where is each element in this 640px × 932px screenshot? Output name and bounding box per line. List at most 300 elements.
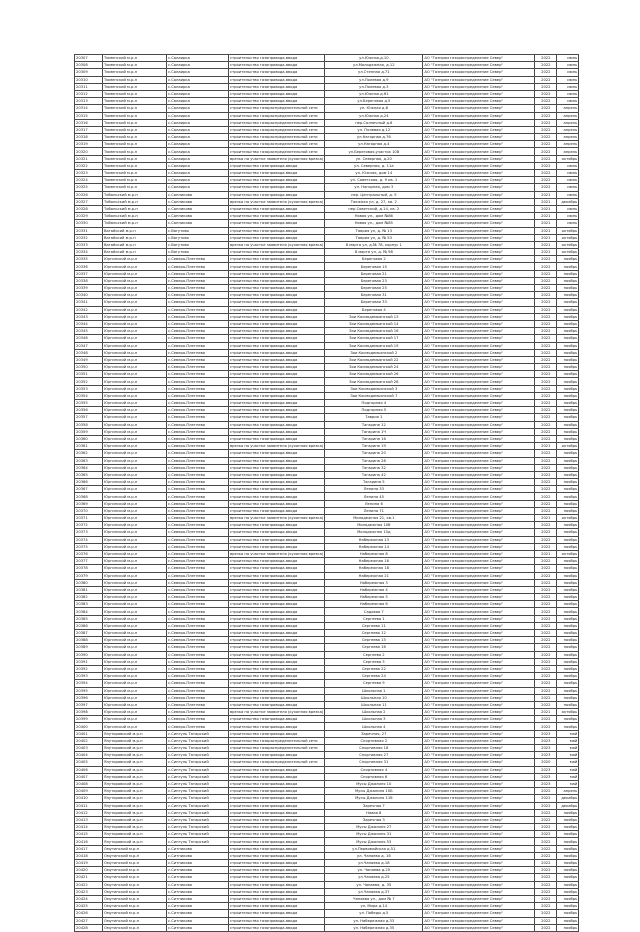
cell-row-number: 20369	[75, 500, 103, 507]
cell-address: Ленина 6	[325, 500, 423, 507]
cell-organization: АО "Газпром газораспределение Север"	[423, 673, 535, 680]
table-row	[75, 622, 579, 629]
cell-address: Сергеева 2	[325, 651, 423, 658]
cell-district: Юргинский м.р-н	[103, 471, 167, 478]
cell-month: ноябрь	[557, 507, 579, 514]
table-row	[75, 565, 579, 572]
cell-settlement: с.Сингуль Татарский	[167, 838, 229, 845]
cell-district: Юргинский м.р-н	[103, 723, 167, 730]
cell-row-number: 20311	[75, 83, 103, 90]
table-row	[75, 191, 579, 198]
cell-settlement: с.Сингуль Татарский	[167, 766, 229, 773]
cell-settlement: с.Северо-Плетнево	[167, 558, 229, 565]
cell-address: Набережная 13	[325, 536, 423, 543]
cell-row-number: 20385	[75, 615, 103, 622]
table-row	[75, 874, 579, 881]
cell-work-type: строительство газопровода-ввода	[229, 464, 325, 471]
cell-month: ноябрь	[557, 601, 579, 608]
cell-month: ноябрь	[557, 852, 579, 859]
cell-district: Ялуторовский м.р-н	[103, 788, 167, 795]
cell-row-number: 20427	[75, 917, 103, 924]
cell-work-type: строительство газопровода-ввода	[229, 328, 325, 335]
table-row	[75, 285, 579, 292]
cell-district: Юргинский м.р-н	[103, 673, 167, 680]
cell-district: Ялуторовский м.р-н	[103, 745, 167, 752]
cell-address: Зои Космодемьянской 2	[325, 349, 423, 356]
cell-row-number: 20424	[75, 895, 103, 902]
cell-year: 2022	[535, 407, 557, 414]
cell-year: 2022	[535, 637, 557, 644]
table-body	[75, 55, 579, 932]
cell-address: Таврия ул, д. № 13	[325, 227, 423, 234]
table-row	[75, 112, 579, 119]
cell-address: Зои Космодемьянской 28	[325, 378, 423, 385]
cell-row-number: 20332	[75, 234, 103, 241]
table-row	[75, 342, 579, 349]
table-row	[75, 723, 579, 730]
cell-row-number: 20336	[75, 263, 103, 270]
cell-organization: АО "Газпром газораспределение Север"	[423, 515, 535, 522]
table-row	[75, 752, 579, 759]
cell-month: октябрь	[557, 443, 579, 450]
cell-district: Юргинский м.р-н	[103, 651, 167, 658]
cell-year: 2022	[535, 860, 557, 867]
cell-address: Зои Космодемьянской 14	[325, 320, 423, 327]
table-row	[75, 263, 579, 270]
cell-work-type: строительство газопровода-ввода	[229, 55, 325, 62]
cell-address: Мусы Джалиля 27	[325, 824, 423, 831]
cell-address: Мусы Джалиля 10Б	[325, 788, 423, 795]
cell-organization: АО "Газпром газораспределение Север"	[423, 299, 535, 306]
cell-district: Тюменский м.р-н	[103, 126, 167, 133]
cell-row-number: 20313	[75, 98, 103, 105]
cell-settlement: с.Салаирка	[167, 177, 229, 184]
cell-address: Береговая 2	[325, 256, 423, 263]
cell-row-number: 20398	[75, 709, 103, 716]
cell-settlement: с.Северо-Плетнево	[167, 407, 229, 414]
cell-work-type: строительство газопровода-ввода	[229, 249, 325, 256]
cell-work-type: строительство газопровода-ввода	[229, 342, 325, 349]
table-row	[75, 515, 579, 522]
cell-work-type: строительство газопровода-ввода	[229, 471, 325, 478]
cell-year: 2022	[535, 788, 557, 795]
cell-month: ноябрь	[557, 824, 579, 831]
table-row	[75, 802, 579, 809]
cell-district: Юргинский м.р-н	[103, 277, 167, 284]
cell-settlement: с.Салаирка	[167, 112, 229, 119]
table-row	[75, 349, 579, 356]
table-row	[75, 234, 579, 241]
cell-organization: АО "Газпром газораспределение Север"	[423, 780, 535, 787]
cell-row-number: 20393	[75, 673, 103, 680]
cell-organization: АО "Газпром газораспределение Север"	[423, 191, 535, 198]
cell-settlement: с.Сингуль Татарский	[167, 780, 229, 787]
cell-work-type: строительство газопровода-ввода	[229, 457, 325, 464]
cell-month: октябрь	[557, 241, 579, 248]
cell-district: Ялуторовский м.р-н	[103, 759, 167, 766]
cell-organization: АО "Газпром газораспределение Север"	[423, 177, 535, 184]
cell-district: Юргинский м.р-н	[103, 630, 167, 637]
cell-month: апрель	[557, 126, 579, 133]
cell-settlement: с.Северо-Плетнево	[167, 479, 229, 486]
cell-organization: АО "Газпром газораспределение Север"	[423, 342, 535, 349]
cell-district: Юргинский м.р-н	[103, 385, 167, 392]
cell-month: апрель	[557, 119, 579, 126]
table-row	[75, 414, 579, 421]
cell-district: Юргинский м.р-н	[103, 550, 167, 557]
cell-district: Юргинский м.р-н	[103, 392, 167, 399]
cell-settlement: с.Салаирка	[167, 90, 229, 97]
cell-work-type: строительство газопровода-ввода	[229, 924, 325, 931]
cell-row-number: 20322	[75, 162, 103, 169]
cell-year: 2021	[535, 515, 557, 522]
cell-district: Тобольский м.р-н	[103, 220, 167, 227]
cell-work-type: строительство газопровода-ввода	[229, 364, 325, 371]
cell-address: Чапаева ул., дом № 7	[325, 895, 423, 902]
cell-settlement: с.Северо-Плетнево	[167, 586, 229, 593]
cell-work-type: врезка на участке заявителя (кухонная врезка)	[230, 516, 324, 521]
cell-row-number: 20342	[75, 306, 103, 313]
cell-district: Ялуторовский м.р-н	[103, 809, 167, 816]
cell-organization: АО "Газпром газораспределение Север"	[423, 903, 535, 910]
cell-year: 2022	[535, 673, 557, 680]
cell-organization: АО "Газпром газораспределение Север"	[423, 536, 535, 543]
cell-address: Сергеева 22	[325, 665, 423, 672]
cell-work-type: строительство газопровода-ввода	[229, 845, 325, 852]
cell-work-type: строительство газопровода-ввода	[229, 766, 325, 773]
cell-year: 2022	[535, 680, 557, 687]
cell-row-number: 20419	[75, 860, 103, 867]
cell-district: Юргинский м.р-н	[103, 335, 167, 342]
cell-row-number: 20392	[75, 665, 103, 672]
cell-work-type: строительство газопровода-ввода	[229, 910, 325, 917]
cell-work-type: строительство газопровода-ввода	[229, 349, 325, 356]
cell-address: Новая ул., дом №86	[325, 213, 423, 220]
cell-month: декабрь	[557, 198, 579, 205]
cell-organization: АО "Газпром газораспределение Север"	[423, 292, 535, 299]
table-row	[75, 313, 579, 320]
cell-work-type: строительство газопровода-ввода	[229, 673, 325, 680]
cell-work-type: строительство газопровода-ввода	[229, 860, 325, 867]
cell-work-type: строительство газораспределительной сети	[229, 105, 325, 112]
cell-work-type: строительство газопровода-ввода	[229, 881, 325, 888]
cell-work-type: строительство газопровода-ввода	[229, 299, 325, 306]
cell-district: Юргинский м.р-н	[103, 450, 167, 457]
cell-address: Молодежная 10д	[325, 529, 423, 536]
cell-organization: АО "Газпром газораспределение Север"	[423, 838, 535, 845]
cell-month: июнь	[557, 69, 579, 76]
cell-district: Юргинский м.р-н	[103, 694, 167, 701]
cell-month: ноябрь	[557, 701, 579, 708]
cell-district: Юргинский м.р-н	[103, 680, 167, 687]
cell-row-number: 20372	[75, 522, 103, 529]
cell-month: октябрь	[557, 550, 579, 557]
cell-settlement: с.Салаирка	[167, 83, 229, 90]
cell-work-type: строительство газопровода-ввода	[229, 903, 325, 910]
cell-settlement: с.Салаирка	[167, 98, 229, 105]
cell-year: 2022	[535, 536, 557, 543]
cell-work-type: строительство газопровода-ввода	[229, 320, 325, 327]
cell-year: 2022	[535, 55, 557, 62]
cell-month: ноябрь	[557, 486, 579, 493]
cell-settlement: с.Ситниково	[167, 917, 229, 924]
cell-month: ноябрь	[557, 320, 579, 327]
cell-month: апрель	[557, 788, 579, 795]
cell-settlement: с.Санниково	[167, 205, 229, 212]
cell-address: Сергеева 11	[325, 622, 423, 629]
cell-row-number: 20335	[75, 256, 103, 263]
cell-year: 2022	[535, 90, 557, 97]
cell-month: октябрь	[557, 515, 579, 522]
cell-row-number: 20425	[75, 903, 103, 910]
cell-row-number: 20416	[75, 838, 103, 845]
cell-settlement: с.Санниково	[167, 213, 229, 220]
cell-row-number: 20365	[75, 471, 103, 478]
table-row	[75, 594, 579, 601]
table-row	[75, 910, 579, 917]
cell-address: ул. Южная, дом 14	[325, 170, 423, 177]
cell-row-number: 20323	[75, 170, 103, 177]
cell-settlement: с.Северо-Плетнево	[167, 328, 229, 335]
cell-settlement: с.Северо-Плетнево	[167, 378, 229, 385]
cell-district: Вагайский м.р-н	[103, 249, 167, 256]
cell-settlement: с.Сингуль Татарский	[167, 795, 229, 802]
cell-work-type: строительство газопровода-ввода	[229, 98, 325, 105]
table-row	[75, 651, 579, 658]
cell-year: 2022	[535, 500, 557, 507]
table-row	[75, 788, 579, 795]
cell-year: 2022	[535, 572, 557, 579]
cell-organization: АО "Газпром газораспределение Север"	[423, 730, 535, 737]
cell-year: 2021	[535, 191, 557, 198]
cell-address: Тагарина 20	[325, 450, 423, 457]
cell-organization: АО "Газпром газораспределение Север"	[423, 471, 535, 478]
cell-month: ноябрь	[557, 529, 579, 536]
cell-address: ул.Нагорная д.76	[325, 134, 423, 141]
cell-work-type: строительство газопровода-ввода	[229, 529, 325, 536]
cell-month: ноябрь	[557, 565, 579, 572]
cell-settlement: с.Ситниково	[167, 881, 229, 888]
cell-row-number: 20309	[75, 69, 103, 76]
cell-row-number: 20317	[75, 126, 103, 133]
cell-month: ноябрь	[557, 328, 579, 335]
cell-row-number: 20415	[75, 831, 103, 838]
cell-month: ноябрь	[557, 522, 579, 529]
cell-month: июнь	[557, 76, 579, 83]
cell-work-type: строительство газопровода-ввода	[229, 450, 325, 457]
cell-address: Подгорная 5	[325, 407, 423, 414]
cell-district: Ялуторовский м.р-н	[103, 831, 167, 838]
cell-address: Ленина 45	[325, 493, 423, 500]
cell-settlement: с.Санниково	[167, 198, 229, 205]
cell-organization: АО "Газпром газораспределение Север"	[423, 615, 535, 622]
table-row	[75, 809, 579, 816]
cell-work-type: строительство газопровода-ввода	[229, 421, 325, 428]
cell-organization: АО "Газпром газораспределение Север"	[423, 608, 535, 615]
cell-address: Зои Космодемьянской 26	[325, 371, 423, 378]
cell-address: ул. Набережная д.35	[325, 924, 423, 931]
cell-year: 2022	[535, 256, 557, 263]
cell-work-type: строительство газопровода-ввода	[229, 277, 325, 284]
cell-organization: АО "Газпром газораспределение Север"	[423, 263, 535, 270]
cell-address: Береговая 4	[325, 306, 423, 313]
cell-work-type: строительство газопровода-ввода	[229, 414, 325, 421]
cell-organization: АО "Газпром газораспределение Север"	[423, 924, 535, 931]
cell-district: Юргинский м.р-н	[103, 479, 167, 486]
cell-year: 2022	[535, 687, 557, 694]
cell-district: Юргинский м.р-н	[103, 421, 167, 428]
cell-month: июнь	[557, 184, 579, 191]
cell-settlement: с.Ситниково	[167, 910, 229, 917]
cell-year: 2022	[535, 881, 557, 888]
cell-settlement: с.Северо-Плетнево	[167, 306, 229, 313]
cell-address: Новая 8	[325, 809, 423, 816]
cell-row-number: 20383	[75, 601, 103, 608]
cell-settlement: с.Северо-Плетнево	[167, 270, 229, 277]
table-row	[75, 795, 579, 802]
cell-month: ноябрь	[557, 421, 579, 428]
cell-district: Юргинский м.р-н	[103, 644, 167, 651]
cell-work-type: строительство газопровода-ввода	[229, 816, 325, 823]
cell-organization: АО "Газпром газораспределение Север"	[423, 622, 535, 629]
cell-year: 2022	[535, 392, 557, 399]
cell-district: Омутинский м.р-н	[103, 910, 167, 917]
cell-organization: АО "Газпром газораспределение Север"	[423, 658, 535, 665]
cell-organization: АО "Газпром газораспределение Север"	[423, 335, 535, 342]
cell-settlement: с.Северо-Плетнево	[167, 500, 229, 507]
cell-work-type: строительство газопровода-ввода	[229, 428, 325, 435]
cell-month: ноябрь	[557, 543, 579, 550]
cell-row-number: 20349	[75, 356, 103, 363]
cell-organization: АО "Газпром газораспределение Север"	[423, 543, 535, 550]
cell-row-number: 20361	[75, 443, 103, 450]
cell-district: Юргинский м.р-н	[103, 414, 167, 421]
cell-year: 2022	[535, 112, 557, 119]
cell-work-type: строительство газопровода-ввода	[229, 69, 325, 76]
cell-year: 2022	[535, 795, 557, 802]
cell-work-type: строительство газораспределительной сети	[229, 737, 325, 744]
table-row	[75, 141, 579, 148]
table-row	[75, 241, 579, 248]
cell-work-type: строительство газораспределительной сети	[229, 141, 325, 148]
cell-month: ноябрь	[557, 558, 579, 565]
cell-district: Юргинский м.р-н	[103, 572, 167, 579]
table-row	[75, 62, 579, 69]
cell-address: Спортивная 18	[325, 745, 423, 752]
cell-row-number: 20329	[75, 213, 103, 220]
cell-work-type: строительство газопровода-ввода	[229, 385, 325, 392]
cell-organization: АО "Газпром газораспределение Север"	[423, 464, 535, 471]
cell-organization: АО "Газпром газораспределение Север"	[423, 917, 535, 924]
table-row	[75, 155, 579, 162]
cell-organization: АО "Газпром газораспределение Север"	[423, 227, 535, 234]
cell-work-type: строительство газопровода-ввода	[229, 378, 325, 385]
table-row	[75, 860, 579, 867]
cell-work-type: строительство газопровода-ввода	[229, 256, 325, 263]
cell-month: ноябрь	[557, 838, 579, 845]
cell-row-number: 20382	[75, 594, 103, 601]
cell-address: Спортивная 27	[325, 752, 423, 759]
cell-year: 2022	[535, 845, 557, 852]
cell-row-number: 20410	[75, 795, 103, 802]
cell-work-type: строительство газораспределительной сети	[229, 148, 325, 155]
cell-district: Омутинский м.р-н	[103, 903, 167, 910]
table-row	[75, 924, 579, 931]
cell-row-number: 20358	[75, 421, 103, 428]
cell-district: Тюменский м.р-н	[103, 141, 167, 148]
cell-district: Ялуторовский м.р-н	[103, 752, 167, 759]
cell-year: 2021	[535, 241, 557, 248]
cell-row-number: 20389	[75, 644, 103, 651]
cell-row-number: 20411	[75, 802, 103, 809]
cell-district: Тобольский м.р-н	[103, 213, 167, 220]
cell-organization: АО "Газпром газораспределение Север"	[423, 745, 535, 752]
cell-year: 2022	[535, 428, 557, 435]
cell-work-type: строительство газопровода-ввода	[229, 579, 325, 586]
table-row	[75, 579, 579, 586]
cell-settlement: с.Северо-Плетнево	[167, 572, 229, 579]
cell-organization: АО "Газпром газораспределение Север"	[423, 723, 535, 730]
cell-row-number: 20407	[75, 773, 103, 780]
cell-row-number: 20423	[75, 888, 103, 895]
cell-settlement: с.Сингуль Татарский	[167, 809, 229, 816]
cell-address: Сергеева 1	[325, 615, 423, 622]
cell-row-number: 20380	[75, 579, 103, 586]
cell-address: Ленина 71	[325, 507, 423, 514]
cell-district: Юргинский м.р-н	[103, 594, 167, 601]
cell-row-number: 20403	[75, 745, 103, 752]
cell-work-type: строительство газопровода-ввода	[229, 184, 325, 191]
cell-settlement: с.Северо-Плетнево	[167, 680, 229, 687]
table-row	[75, 637, 579, 644]
table-row	[75, 170, 579, 177]
cell-organization: АО "Газпром газораспределение Север"	[423, 558, 535, 565]
cell-address: ул. Чапаева, д. 35	[325, 881, 423, 888]
cell-address: ул.Южная д.61	[325, 90, 423, 97]
cell-year: 2022	[535, 493, 557, 500]
cell-organization: АО "Газпром газораспределение Север"	[423, 709, 535, 716]
cell-address: Мусы Джалиля 31	[325, 831, 423, 838]
cell-address: Набережная 14	[325, 543, 423, 550]
table-row	[75, 464, 579, 471]
cell-address: Зои Космодемьянской 22	[325, 356, 423, 363]
cell-year: 2023	[535, 773, 557, 780]
table-row	[75, 687, 579, 694]
cell-address: Сергеева 3	[325, 658, 423, 665]
cell-year: 2022	[535, 421, 557, 428]
cell-address: Тагарина 32	[325, 464, 423, 471]
cell-row-number: 20331	[75, 227, 103, 234]
cell-year: 2022	[535, 665, 557, 672]
cell-work-type: строительство газопровода-ввода	[229, 651, 325, 658]
table-row	[75, 299, 579, 306]
cell-address: Сергеева 9	[325, 680, 423, 687]
cell-district: Юргинский м.р-н	[103, 615, 167, 622]
cell-district: Юргинский м.р-н	[103, 342, 167, 349]
cell-row-number: 20421	[75, 874, 103, 881]
cell-organization: АО "Газпром газораспределение Север"	[423, 529, 535, 536]
table-row	[75, 601, 579, 608]
cell-year: 2022	[535, 170, 557, 177]
cell-organization: АО "Газпром газораспределение Север"	[423, 421, 535, 428]
cell-settlement: с.Санниково	[167, 220, 229, 227]
cell-settlement: с.Северо-Плетнево	[167, 550, 229, 557]
cell-address: Школьная 4	[325, 723, 423, 730]
cell-work-type: врезка на участке заявителя (кухонная врезка)	[230, 710, 324, 715]
cell-month: июнь	[557, 170, 579, 177]
cell-district: Омутинский м.р-н	[103, 860, 167, 867]
cell-address: Набережная 18	[325, 565, 423, 572]
